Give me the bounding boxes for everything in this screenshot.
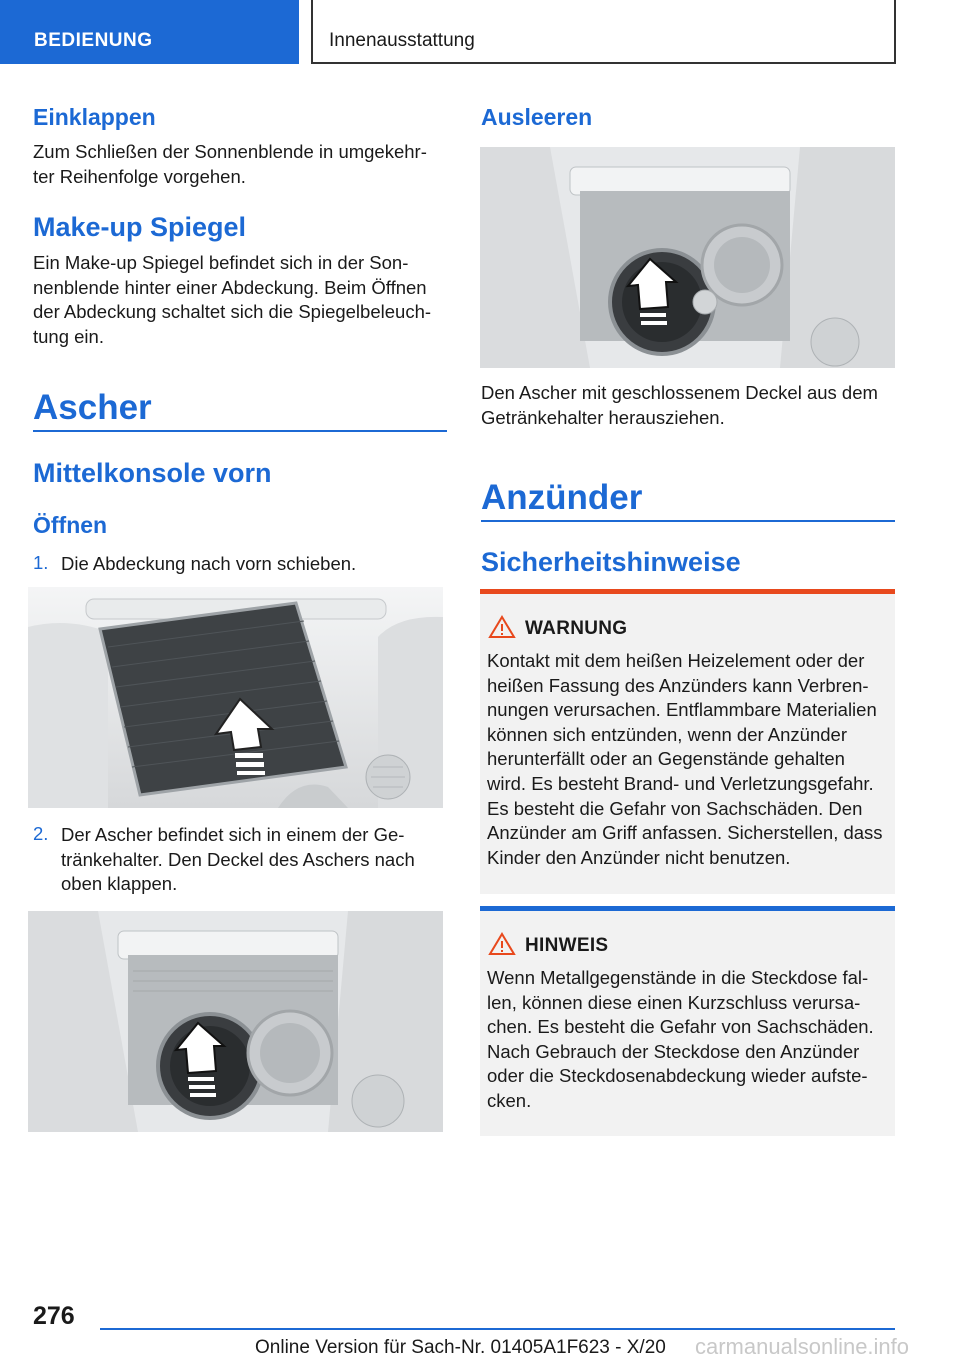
console-cover-figure <box>28 587 443 808</box>
makeup-text <box>33 251 431 349</box>
text-line: oder die Steckdosenabdeckung wieder aufste- <box>487 1065 868 1087</box>
notice-text <box>487 966 887 1114</box>
notice-title: HINWEIS <box>525 935 609 956</box>
heading-rule <box>33 430 447 432</box>
text-line: Wenn Metallgegenstände in die Steckdose fal- <box>487 967 869 988</box>
text-line: Nach Gebrauch der Steckdose den Anzünder <box>487 1040 860 1062</box>
text-line: Anzünder am Griff anfassen. Sicherstellen, dass <box>487 822 883 844</box>
heading-oeffnen: Öffnen <box>33 512 108 538</box>
online-version-text: Online Version für Sach-Nr. 01405A1F623 - X/20 <box>255 1337 666 1358</box>
text-line: len, können diese einen Kurzschluss verursa- <box>487 991 861 1013</box>
text-line: Getränkehalter herausziehen. <box>481 406 725 428</box>
section-tab: BEDIENUNG <box>0 0 299 64</box>
warning-triangle-icon <box>488 615 516 644</box>
step-text <box>61 823 415 897</box>
step-number: 1. <box>33 552 49 573</box>
text-line: wird. Es besteht Brand- und Verletzungsgefahr. <box>487 772 874 794</box>
text-line: cken. <box>487 1089 532 1111</box>
text-line: Kontakt mit dem heißen Heizelement oder der <box>487 650 865 671</box>
text-line: nenblende hinter einer Abdeckung. Beim Öffnen <box>33 276 427 298</box>
text-line: oben klappen. <box>61 873 178 894</box>
warning-box <box>480 589 895 894</box>
heading-ausleeren: Ausleeren <box>481 104 593 130</box>
text-line: Ein Make-up Spiegel befindet sich in der Son- <box>33 252 409 273</box>
text-line: ter Reihenfolge vorgehen. <box>33 165 246 187</box>
text-line: heißen Fassung des Anzünders kann Verbren- <box>487 674 869 696</box>
text-line: der Abdeckung schaltet sich die Spiegelbeleuch- <box>33 301 432 322</box>
notice-box <box>480 906 895 1136</box>
watermark: carmanualsonline.info <box>695 1334 910 1359</box>
warning-bar <box>480 589 895 594</box>
warning-triangle-icon <box>488 932 516 961</box>
footer-rule <box>100 1328 895 1330</box>
page-number: 276 <box>33 1302 75 1330</box>
heading-sicherheitshinweise: Sicherheitshinweise <box>481 547 741 577</box>
text-line: können sich entzünden, wenn der Anzünder <box>487 723 847 745</box>
step-text <box>61 552 356 577</box>
heading-anzuender: Anzünder <box>481 478 643 517</box>
heading-ascher: Ascher <box>33 388 152 427</box>
heading-rule <box>481 520 895 522</box>
notice-bar <box>480 906 895 911</box>
heading-mittelkonsole: Mittelkonsole vorn <box>33 458 272 488</box>
warning-text <box>487 649 887 870</box>
text-line: nungen verursachen. Entflammbare Materialien <box>487 699 877 721</box>
ausleeren-text <box>481 381 878 430</box>
text-line: herunterfällt oder an Gegenstände gehalten <box>487 748 845 770</box>
einklappen-text <box>33 140 427 189</box>
text-line: tränkehalter. Den Deckel des Aschers nach <box>61 848 415 870</box>
text-line: Zum Schließen der Sonnenblende in umgekehr- <box>33 141 427 162</box>
text-line: Es besteht die Gefahr von Sachschäden. Den <box>487 797 863 819</box>
ashtray-removal-figure <box>480 147 895 368</box>
chapter-title: Innenausstattung <box>311 0 896 64</box>
step-number: 2. <box>33 823 49 844</box>
text-line: Den Ascher mit geschlossenem Deckel aus dem <box>481 382 878 403</box>
heading-makeup-spiegel: Make-up Spiegel <box>33 212 247 242</box>
text-line: chen. Es besteht die Gefahr von Sachschäden. <box>487 1016 874 1038</box>
ashtray-open-figure <box>28 911 443 1132</box>
text-line: Kinder den Anzünder nicht benutzen. <box>487 846 791 868</box>
heading-einklappen: Einklappen <box>33 104 156 130</box>
warning-title: WARNUNG <box>525 618 628 639</box>
text-line: Der Ascher befindet sich in einem der Ge- <box>61 824 405 845</box>
text-line: tung ein. <box>33 325 104 347</box>
text-line: Die Abdeckung nach vorn schieben. <box>61 553 357 574</box>
